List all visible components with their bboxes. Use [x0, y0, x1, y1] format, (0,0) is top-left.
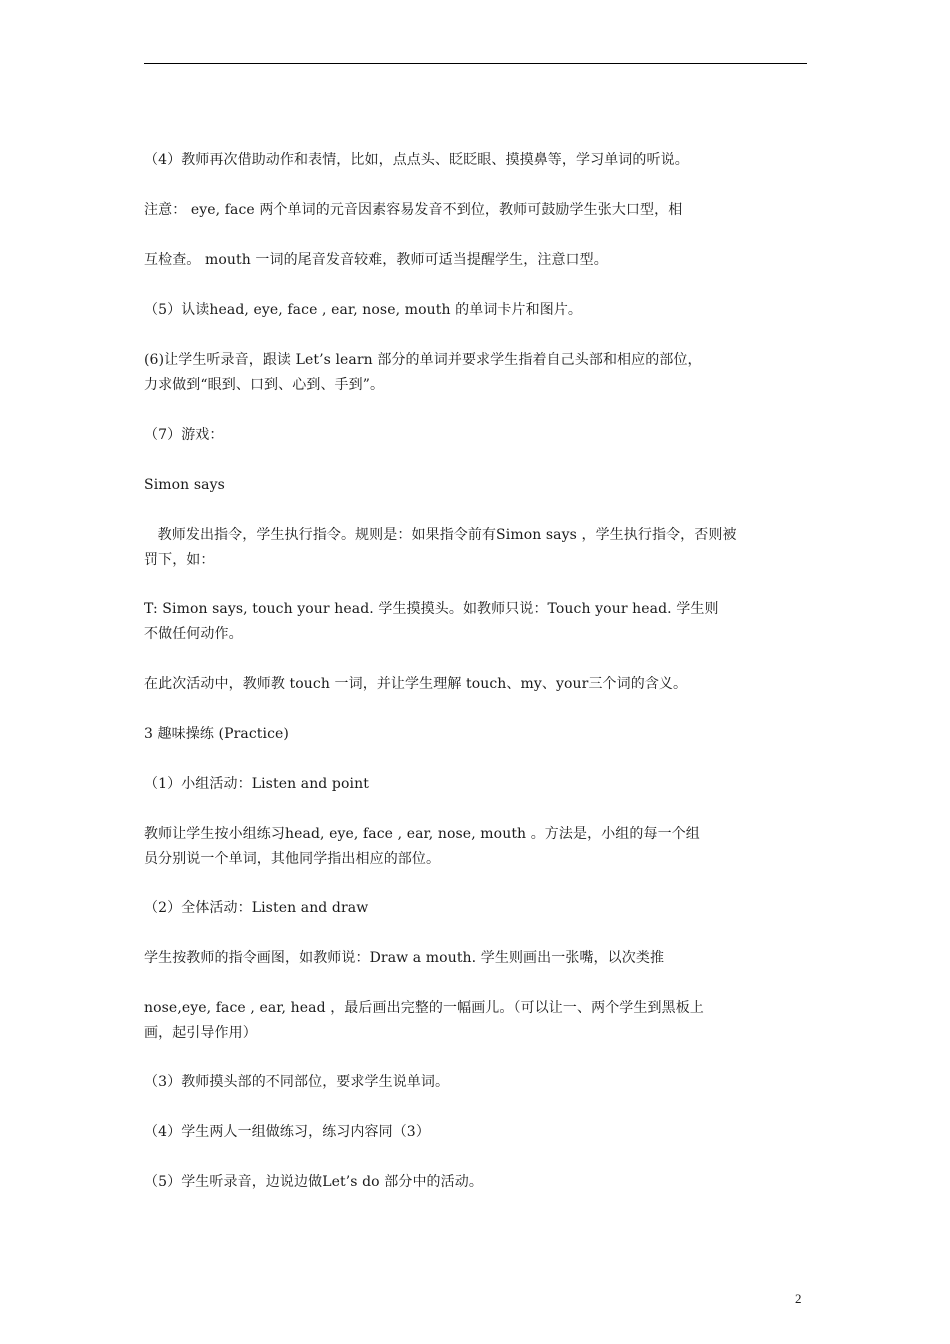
paragraph-practice-2: （2）全体活动：Listen and draw [144, 900, 369, 916]
paragraph-step-7-game: （7）游戏： [144, 427, 224, 443]
paragraph-practice-5: （5）学生听录音，边说边做Let’s do 部分中的活动。 [144, 1174, 483, 1190]
paragraph-step-4-actions: （4）教师再次借助动作和表情，比如，点点头、眨眨眼、摸摸鼻等，学习单词的听说。 [144, 152, 689, 168]
paragraph-note-mouth: 互检查。 mouth 一词的尾音发音较难，教师可适当提醒学生，注意口型。 [144, 252, 608, 268]
paragraph-practice-1: （1）小组活动：Listen and point [144, 776, 369, 792]
section-heading-practice: 3 趣味操练 (Practice) [144, 726, 289, 742]
paragraph-step-6-listen: (6)让学生听录音，跟读 Let’s learn 部分的单词并要求学生指着自己头部和相应的部位， 力求做到“眼到、口到、心到、手到”。 [144, 352, 702, 393]
paragraph-note-vowels: 注意： eye, face 两个单词的元音因素容易发音不到位，教师可鼓励学生张大口型，相 [144, 202, 683, 218]
paragraph-simon-says-title: Simon says [144, 477, 225, 493]
page-number: 2 [795, 1291, 802, 1306]
paragraph-practice-4: （4）学生两人一组做练习，练习内容同（3） [144, 1124, 430, 1140]
paragraph-touch-word: 在此次活动中，教师教 touch 一词，并让学生理解 touch、my、your三个词的含义。 [144, 676, 688, 692]
paragraph-group-practice: 教师让学生按小组练习head, eye, face , ear, nose, mouth 。方法是，小组的每一个组 员分别说一个单词，其他同学指出相应的部位。 [144, 826, 700, 867]
paragraph-step-5-cards: （5）认读head, eye, face , ear, nose, mouth 的单词卡片和图片。 [144, 302, 583, 318]
header-rule [144, 63, 807, 64]
paragraph-draw-continued: nose,eye, face , ear, head ，最后画出完整的一幅画儿。（可以让一、两个学生到黑板上 画，起引导作用） [144, 1000, 704, 1041]
paragraph-simon-says-example: T: Simon says, touch your head. 学生摸摸头。如教师只说：Touch your head. 学生则 不做任何动作。 [144, 601, 719, 642]
paragraph-simon-says-rules: 教师发出指令，学生执行指令。规则是：如果指令前有Simon says ，学生执行指令，否则被 罚下，如： [144, 527, 737, 568]
paragraph-practice-3: （3）教师摸头部的不同部位，要求学生说单词。 [144, 1074, 450, 1090]
paragraph-draw-instructions: 学生按教师的指令画图，如教师说：Draw a mouth. 学生则画出一张嘴，以次类推 [144, 950, 665, 966]
